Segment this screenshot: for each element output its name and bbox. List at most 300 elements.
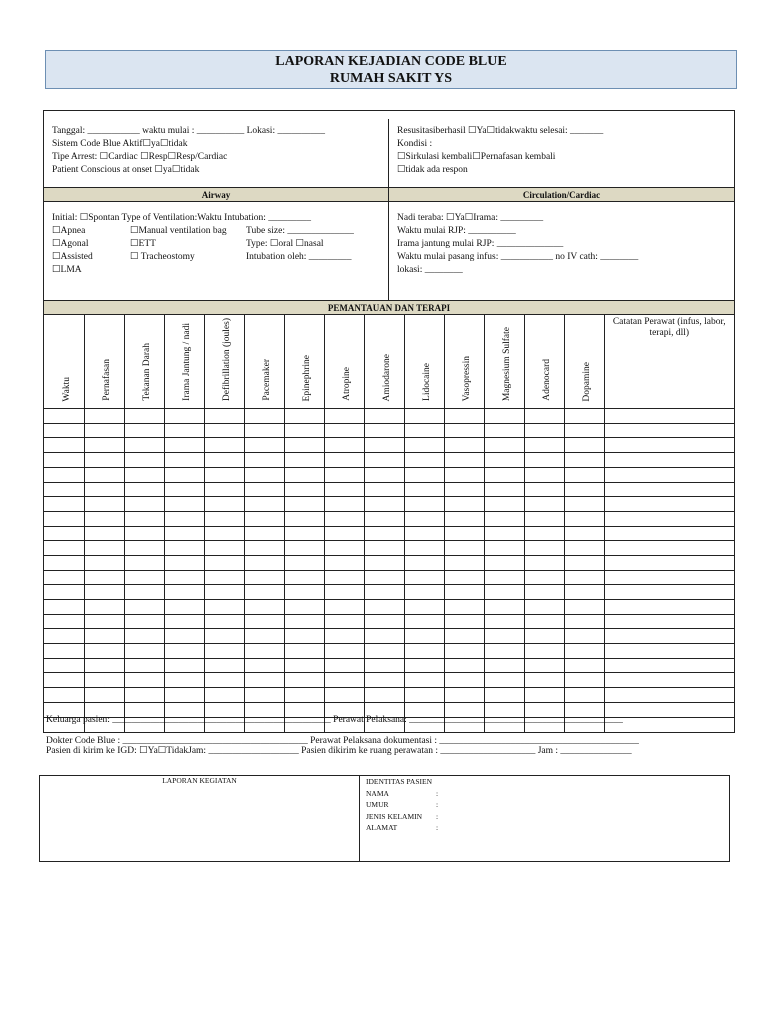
table-cell[interactable]	[324, 511, 364, 526]
table-cell[interactable]	[484, 570, 524, 585]
activity-report-section[interactable]	[40, 776, 360, 861]
patient-conscious-line[interactable]: Patient Conscious at onset ☐ya☐tidak	[52, 165, 200, 175]
table-cell[interactable]	[324, 423, 364, 438]
date-time-location-line[interactable]: Tanggal: ___________ waktu mulai : __________ Lokasi: __________	[52, 126, 325, 136]
table-cell[interactable]	[84, 555, 124, 570]
table-cell[interactable]	[524, 409, 564, 424]
identity-field[interactable]	[366, 788, 438, 800]
table-cell[interactable]	[404, 497, 444, 512]
table-cell[interactable]	[44, 614, 84, 629]
table-cell[interactable]	[444, 688, 484, 703]
table-cell[interactable]	[404, 438, 444, 453]
table-cell[interactable]	[604, 497, 734, 512]
table-cell[interactable]	[84, 688, 124, 703]
table-cell[interactable]	[364, 644, 404, 659]
table-cell[interactable]	[524, 614, 564, 629]
table-cell[interactable]	[324, 585, 364, 600]
table-cell[interactable]	[484, 673, 524, 688]
table-cell[interactable]	[204, 423, 244, 438]
table-cell[interactable]	[164, 688, 204, 703]
table-cell[interactable]	[84, 497, 124, 512]
table-cell[interactable]	[84, 644, 124, 659]
table-cell[interactable]	[444, 600, 484, 615]
identity-field[interactable]	[366, 799, 438, 811]
table-cell[interactable]	[124, 438, 164, 453]
table-cell[interactable]	[404, 511, 444, 526]
table-cell[interactable]	[164, 409, 204, 424]
table-cell[interactable]	[564, 511, 604, 526]
apnea-option[interactable]: ☐Apnea	[52, 226, 86, 236]
table-cell[interactable]	[244, 600, 284, 615]
airway-initial-line[interactable]: Initial: ☐Spontan Type of Ventilation:Waktu Intubation: _________	[52, 213, 311, 223]
table-cell[interactable]	[364, 467, 404, 482]
table-cell[interactable]	[204, 409, 244, 424]
table-cell[interactable]	[124, 526, 164, 541]
table-cell[interactable]	[324, 629, 364, 644]
table-cell[interactable]	[524, 438, 564, 453]
table-cell[interactable]	[84, 482, 124, 497]
table-cell[interactable]	[124, 570, 164, 585]
table-cell[interactable]	[244, 673, 284, 688]
table-cell[interactable]	[244, 585, 284, 600]
tube-size-field[interactable]: Tube size: ______________	[246, 226, 354, 236]
table-cell[interactable]	[244, 423, 284, 438]
agonal-option[interactable]: ☐Agonal	[52, 239, 89, 249]
table-cell[interactable]	[484, 438, 524, 453]
table-cell[interactable]	[484, 688, 524, 703]
table-cell[interactable]	[164, 629, 204, 644]
table-cell[interactable]	[284, 541, 324, 556]
table-cell[interactable]	[44, 526, 84, 541]
table-cell[interactable]	[604, 409, 734, 424]
code-blue-active-line[interactable]: Sistem Code Blue Aktif☐ya☐tidak	[52, 139, 188, 149]
table-cell[interactable]	[84, 438, 124, 453]
identity-field[interactable]	[366, 811, 438, 823]
table-cell[interactable]	[164, 453, 204, 468]
table-cell[interactable]	[284, 673, 324, 688]
table-cell[interactable]	[484, 600, 524, 615]
table-cell[interactable]	[444, 614, 484, 629]
table-cell[interactable]	[44, 511, 84, 526]
table-cell[interactable]	[364, 541, 404, 556]
table-cell[interactable]	[484, 409, 524, 424]
table-cell[interactable]	[324, 453, 364, 468]
table-cell[interactable]	[364, 585, 404, 600]
cpr-rhythm-field[interactable]: Irama jantung mulai RJP: ______________	[397, 239, 564, 249]
table-cell[interactable]	[444, 467, 484, 482]
table-cell[interactable]	[404, 629, 444, 644]
table-cell[interactable]	[364, 453, 404, 468]
table-cell[interactable]	[444, 555, 484, 570]
table-cell[interactable]	[604, 600, 734, 615]
table-cell[interactable]	[444, 453, 484, 468]
table-cell[interactable]	[604, 673, 734, 688]
table-cell[interactable]	[564, 453, 604, 468]
table-cell[interactable]	[604, 438, 734, 453]
table-cell[interactable]	[44, 555, 84, 570]
table-cell[interactable]	[204, 644, 244, 659]
table-cell[interactable]	[244, 541, 284, 556]
table-cell[interactable]	[84, 629, 124, 644]
table-cell[interactable]	[244, 438, 284, 453]
table-cell[interactable]	[564, 644, 604, 659]
table-cell[interactable]	[524, 570, 564, 585]
table-cell[interactable]	[284, 555, 324, 570]
table-cell[interactable]	[204, 600, 244, 615]
table-cell[interactable]	[564, 629, 604, 644]
table-cell[interactable]	[284, 511, 324, 526]
table-cell[interactable]	[604, 555, 734, 570]
table-cell[interactable]	[404, 600, 444, 615]
table-cell[interactable]	[244, 482, 284, 497]
table-cell[interactable]	[364, 526, 404, 541]
table-cell[interactable]	[364, 482, 404, 497]
table-cell[interactable]	[404, 467, 444, 482]
lma-option[interactable]: ☐LMA	[52, 265, 82, 275]
table-cell[interactable]	[204, 453, 244, 468]
table-cell[interactable]	[84, 453, 124, 468]
table-cell[interactable]	[444, 497, 484, 512]
table-cell[interactable]	[484, 511, 524, 526]
table-cell[interactable]	[284, 614, 324, 629]
table-cell[interactable]	[124, 497, 164, 512]
table-cell[interactable]	[364, 658, 404, 673]
table-cell[interactable]	[404, 526, 444, 541]
iv-location-field[interactable]: lokasi: ________	[397, 265, 463, 275]
table-cell[interactable]	[484, 585, 524, 600]
table-cell[interactable]	[444, 423, 484, 438]
table-cell[interactable]	[204, 438, 244, 453]
table-cell[interactable]	[524, 644, 564, 659]
table-cell[interactable]	[324, 614, 364, 629]
table-cell[interactable]	[604, 541, 734, 556]
table-cell[interactable]	[244, 526, 284, 541]
table-cell[interactable]	[444, 541, 484, 556]
patient-transfer-line[interactable]: Pasien di kirim ke IGD: ☐Ya☐TidakJam: ___________________ Pasien dikirim ke ruang perawatan : ____________________ Jam : _______________	[46, 746, 632, 756]
table-cell[interactable]	[164, 511, 204, 526]
table-cell[interactable]	[564, 600, 604, 615]
table-cell[interactable]	[44, 482, 84, 497]
table-cell[interactable]	[444, 482, 484, 497]
intubation-by-field[interactable]: Intubation oleh: _________	[246, 252, 352, 262]
table-cell[interactable]	[404, 482, 444, 497]
table-cell[interactable]	[524, 497, 564, 512]
table-cell[interactable]	[564, 570, 604, 585]
table-cell[interactable]	[524, 482, 564, 497]
table-cell[interactable]	[44, 644, 84, 659]
table-cell[interactable]	[484, 467, 524, 482]
table-cell[interactable]	[604, 585, 734, 600]
table-cell[interactable]	[484, 482, 524, 497]
table-cell[interactable]	[484, 555, 524, 570]
table-cell[interactable]	[444, 511, 484, 526]
table-cell[interactable]	[44, 467, 84, 482]
table-cell[interactable]	[444, 526, 484, 541]
table-cell[interactable]	[364, 438, 404, 453]
table-cell[interactable]	[44, 541, 84, 556]
table-cell[interactable]	[484, 644, 524, 659]
table-cell[interactable]	[284, 409, 324, 424]
table-cell[interactable]	[204, 482, 244, 497]
table-cell[interactable]	[524, 629, 564, 644]
table-cell[interactable]	[364, 688, 404, 703]
table-cell[interactable]	[604, 614, 734, 629]
table-cell[interactable]	[484, 658, 524, 673]
resuscitation-success-line[interactable]: Resusitasiberhasil ☐Ya☐tidakwaktu selesai: _______	[397, 126, 604, 136]
table-cell[interactable]	[404, 658, 444, 673]
table-cell[interactable]	[284, 629, 324, 644]
table-cell[interactable]	[484, 497, 524, 512]
table-cell[interactable]	[124, 600, 164, 615]
table-cell[interactable]	[44, 600, 84, 615]
table-cell[interactable]	[564, 526, 604, 541]
table-cell[interactable]	[44, 585, 84, 600]
table-cell[interactable]	[444, 658, 484, 673]
table-cell[interactable]	[84, 570, 124, 585]
table-cell[interactable]	[84, 541, 124, 556]
no-response-option[interactable]: ☐tidak ada respon	[397, 165, 468, 175]
table-cell[interactable]	[324, 600, 364, 615]
table-cell[interactable]	[244, 453, 284, 468]
table-cell[interactable]	[164, 673, 204, 688]
table-cell[interactable]	[564, 614, 604, 629]
table-cell[interactable]	[524, 511, 564, 526]
table-cell[interactable]	[84, 614, 124, 629]
table-cell[interactable]	[604, 482, 734, 497]
manual-bag-option[interactable]: ☐Manual ventilation bag	[130, 226, 227, 236]
table-cell[interactable]	[164, 614, 204, 629]
table-cell[interactable]	[244, 570, 284, 585]
table-cell[interactable]	[84, 585, 124, 600]
assisted-option[interactable]: ☐Assisted	[52, 252, 93, 262]
table-cell[interactable]	[284, 497, 324, 512]
table-cell[interactable]	[604, 658, 734, 673]
table-cell[interactable]	[484, 526, 524, 541]
table-cell[interactable]	[124, 409, 164, 424]
table-cell[interactable]	[524, 453, 564, 468]
table-cell[interactable]	[564, 688, 604, 703]
table-cell[interactable]	[484, 423, 524, 438]
table-cell[interactable]	[164, 600, 204, 615]
table-cell[interactable]	[564, 673, 604, 688]
table-cell[interactable]	[364, 629, 404, 644]
table-cell[interactable]	[564, 497, 604, 512]
table-cell[interactable]	[204, 614, 244, 629]
table-cell[interactable]	[164, 497, 204, 512]
table-cell[interactable]	[124, 541, 164, 556]
table-cell[interactable]	[564, 555, 604, 570]
table-cell[interactable]	[124, 555, 164, 570]
table-cell[interactable]	[444, 438, 484, 453]
table-cell[interactable]	[244, 409, 284, 424]
table-cell[interactable]	[244, 497, 284, 512]
table-cell[interactable]	[484, 453, 524, 468]
doctor-documentation-signature-line[interactable]: Dokter Code Blue : _______________________________________ Perawat Pelaksana dokumentasi : __________________________________________	[46, 736, 639, 746]
table-cell[interactable]	[404, 409, 444, 424]
table-cell[interactable]	[124, 423, 164, 438]
table-cell[interactable]	[44, 570, 84, 585]
table-cell[interactable]	[404, 555, 444, 570]
table-cell[interactable]	[324, 438, 364, 453]
table-cell[interactable]	[524, 673, 564, 688]
table-cell[interactable]	[324, 526, 364, 541]
table-cell[interactable]	[44, 409, 84, 424]
table-cell[interactable]	[604, 526, 734, 541]
table-cell[interactable]	[524, 526, 564, 541]
table-cell[interactable]	[164, 467, 204, 482]
table-cell[interactable]	[484, 629, 524, 644]
table-cell[interactable]	[324, 644, 364, 659]
table-cell[interactable]	[484, 541, 524, 556]
table-cell[interactable]	[164, 526, 204, 541]
table-cell[interactable]	[124, 585, 164, 600]
table-cell[interactable]	[124, 453, 164, 468]
table-cell[interactable]	[284, 453, 324, 468]
table-cell[interactable]	[564, 585, 604, 600]
table-cell[interactable]	[204, 585, 244, 600]
ett-option[interactable]: ☐ETT	[130, 239, 156, 249]
table-cell[interactable]	[324, 409, 364, 424]
table-cell[interactable]	[244, 614, 284, 629]
table-cell[interactable]	[164, 541, 204, 556]
table-cell[interactable]	[364, 600, 404, 615]
table-cell[interactable]	[444, 629, 484, 644]
table-cell[interactable]	[284, 467, 324, 482]
table-cell[interactable]	[324, 541, 364, 556]
table-cell[interactable]	[44, 629, 84, 644]
table-cell[interactable]	[364, 423, 404, 438]
table-cell[interactable]	[124, 467, 164, 482]
table-cell[interactable]	[244, 467, 284, 482]
table-cell[interactable]	[124, 511, 164, 526]
table-cell[interactable]	[404, 644, 444, 659]
table-cell[interactable]	[324, 688, 364, 703]
table-cell[interactable]	[164, 438, 204, 453]
table-cell[interactable]	[564, 482, 604, 497]
table-cell[interactable]	[124, 629, 164, 644]
table-cell[interactable]	[604, 688, 734, 703]
cpr-start-field[interactable]: Waktu mulai RJP: __________	[397, 226, 516, 236]
table-cell[interactable]	[524, 555, 564, 570]
table-cell[interactable]	[244, 511, 284, 526]
table-cell[interactable]	[44, 688, 84, 703]
table-cell[interactable]	[404, 423, 444, 438]
table-cell[interactable]	[84, 467, 124, 482]
table-cell[interactable]	[124, 614, 164, 629]
table-cell[interactable]	[244, 629, 284, 644]
table-cell[interactable]	[364, 555, 404, 570]
table-cell[interactable]	[204, 467, 244, 482]
table-cell[interactable]	[44, 453, 84, 468]
table-cell[interactable]	[604, 644, 734, 659]
table-cell[interactable]	[564, 658, 604, 673]
table-cell[interactable]	[124, 644, 164, 659]
table-cell[interactable]	[524, 541, 564, 556]
table-cell[interactable]	[204, 541, 244, 556]
table-cell[interactable]	[204, 629, 244, 644]
table-cell[interactable]	[604, 453, 734, 468]
table-cell[interactable]	[164, 585, 204, 600]
table-cell[interactable]	[364, 497, 404, 512]
table-cell[interactable]	[244, 555, 284, 570]
table-cell[interactable]	[244, 658, 284, 673]
table-cell[interactable]	[244, 688, 284, 703]
table-cell[interactable]	[444, 673, 484, 688]
table-cell[interactable]	[284, 658, 324, 673]
table-cell[interactable]	[204, 511, 244, 526]
table-cell[interactable]	[204, 688, 244, 703]
table-cell[interactable]	[44, 658, 84, 673]
table-cell[interactable]	[364, 511, 404, 526]
table-cell[interactable]	[84, 600, 124, 615]
table-cell[interactable]	[564, 438, 604, 453]
tube-type-field[interactable]: Type: ☐oral ☐nasal	[246, 239, 324, 249]
table-cell[interactable]	[524, 600, 564, 615]
table-cell[interactable]	[324, 555, 364, 570]
table-cell[interactable]	[604, 467, 734, 482]
table-cell[interactable]	[524, 688, 564, 703]
table-cell[interactable]	[524, 658, 564, 673]
table-cell[interactable]	[404, 614, 444, 629]
table-cell[interactable]	[164, 482, 204, 497]
arrest-type-line[interactable]: Tipe Arrest: ☐Cardiac ☐Resp☐Resp/Cardiac	[52, 152, 228, 162]
table-cell[interactable]	[164, 658, 204, 673]
table-cell[interactable]	[204, 497, 244, 512]
table-cell[interactable]	[204, 673, 244, 688]
table-cell[interactable]	[44, 423, 84, 438]
table-cell[interactable]	[524, 467, 564, 482]
table-cell[interactable]	[564, 541, 604, 556]
table-cell[interactable]	[404, 541, 444, 556]
table-cell[interactable]	[204, 570, 244, 585]
table-cell[interactable]	[444, 409, 484, 424]
table-cell[interactable]	[284, 644, 324, 659]
table-cell[interactable]	[564, 409, 604, 424]
table-cell[interactable]	[324, 497, 364, 512]
table-cell[interactable]	[364, 409, 404, 424]
table-cell[interactable]	[284, 482, 324, 497]
table-cell[interactable]	[404, 585, 444, 600]
family-nurse-signature-line[interactable]: Keluarga pasien: ______________________________________________ Perawat Pelaksana: _____________________________________________	[46, 715, 623, 725]
table-cell[interactable]	[164, 570, 204, 585]
table-cell[interactable]	[164, 644, 204, 659]
table-cell[interactable]	[44, 438, 84, 453]
table-cell[interactable]	[324, 570, 364, 585]
table-cell[interactable]	[484, 614, 524, 629]
table-cell[interactable]	[604, 570, 734, 585]
table-cell[interactable]	[404, 673, 444, 688]
table-cell[interactable]	[124, 482, 164, 497]
table-cell[interactable]	[524, 423, 564, 438]
table-cell[interactable]	[84, 409, 124, 424]
table-cell[interactable]	[164, 555, 204, 570]
table-cell[interactable]	[124, 673, 164, 688]
table-cell[interactable]	[84, 423, 124, 438]
table-cell[interactable]	[404, 688, 444, 703]
table-cell[interactable]	[444, 644, 484, 659]
table-cell[interactable]	[164, 423, 204, 438]
table-cell[interactable]	[364, 570, 404, 585]
table-cell[interactable]	[284, 526, 324, 541]
table-cell[interactable]	[404, 453, 444, 468]
table-cell[interactable]	[324, 673, 364, 688]
table-cell[interactable]	[324, 658, 364, 673]
table-cell[interactable]	[324, 482, 364, 497]
table-cell[interactable]	[444, 585, 484, 600]
iv-start-field[interactable]: Waktu mulai pasang infus: ___________ no IV cath: ________	[397, 252, 639, 262]
table-cell[interactable]	[84, 511, 124, 526]
table-cell[interactable]	[84, 526, 124, 541]
